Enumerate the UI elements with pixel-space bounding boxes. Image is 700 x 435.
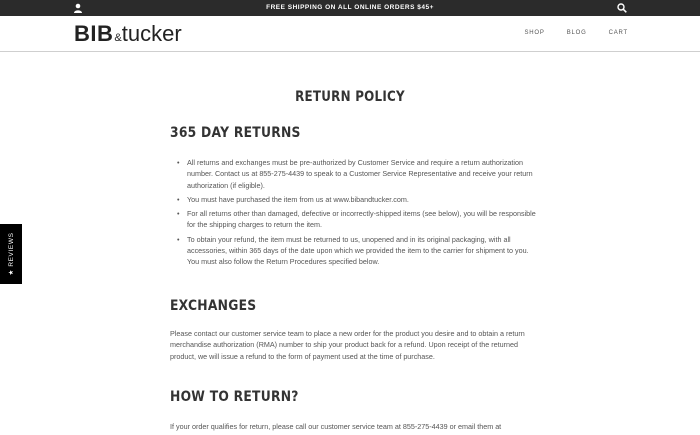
page-title: RETURN POLICY: [295, 89, 405, 105]
announcement-bar: [0, 0, 700, 16]
list-item: • To obtain your refund, the item must be returned to us, unopened and in its original packaging, with all accessories, within 365 days of the date upon which we provided the item to the carrier for shipment to you. You must also follow the Return Procedures specified below.: [177, 234, 537, 268]
search-icon[interactable]: [617, 3, 627, 13]
nav-blog[interactable]: BLOG: [566, 30, 587, 36]
announcement-text: FREE SHIPPING ON ALL ONLINE ORDERS $45+: [266, 4, 434, 11]
nav-shop[interactable]: SHOP: [524, 30, 545, 36]
logo-tucker: tucker: [121, 21, 182, 46]
main-nav: [502, 30, 628, 36]
section-heading-exchanges: EXCHANGES: [170, 298, 257, 314]
nav-cart[interactable]: CART: [608, 30, 628, 36]
returns-list: [177, 157, 537, 271]
section-heading-how-to-return: HOW TO RETURN?: [170, 389, 299, 405]
site-header: [0, 16, 700, 52]
logo[interactable]: [74, 21, 182, 47]
section-heading-returns: 365 DAY RETURNS: [170, 125, 301, 141]
list-item: • All returns and exchanges must be pre-authorized by Customer Service and require a return authorization number. Contact us at 855-275-4439 to speak to a Customer Service Representative and receive your return authorization (if eligible).: [177, 157, 537, 191]
reviews-tab[interactable]: [0, 224, 22, 284]
reviews-tab-label: ★ REVIEWS: [8, 232, 15, 276]
logo-bib: BIB: [74, 21, 114, 46]
how-to-return-text: If your order qualifies for return, please call our customer service team at 855-275-4439 or email them at: [170, 422, 502, 431]
logo-ampersand: &: [114, 32, 122, 44]
exchanges-text: Please contact our customer service team to place a new order for the product you desire and to obtain a return merchandise authorization (RMA) number to ship your product back for a refund. Upon receipt of the returned product, we will issue a refund to the form of payment used at the time of purchase.: [170, 329, 525, 361]
list-item: • For all returns other than damaged, defective or incorrectly-shipped items (see below), you will be responsible for the shipping charges to return the item.: [177, 208, 537, 231]
list-item: • You must have purchased the item from us at www.bibandtucker.com.: [177, 194, 537, 205]
